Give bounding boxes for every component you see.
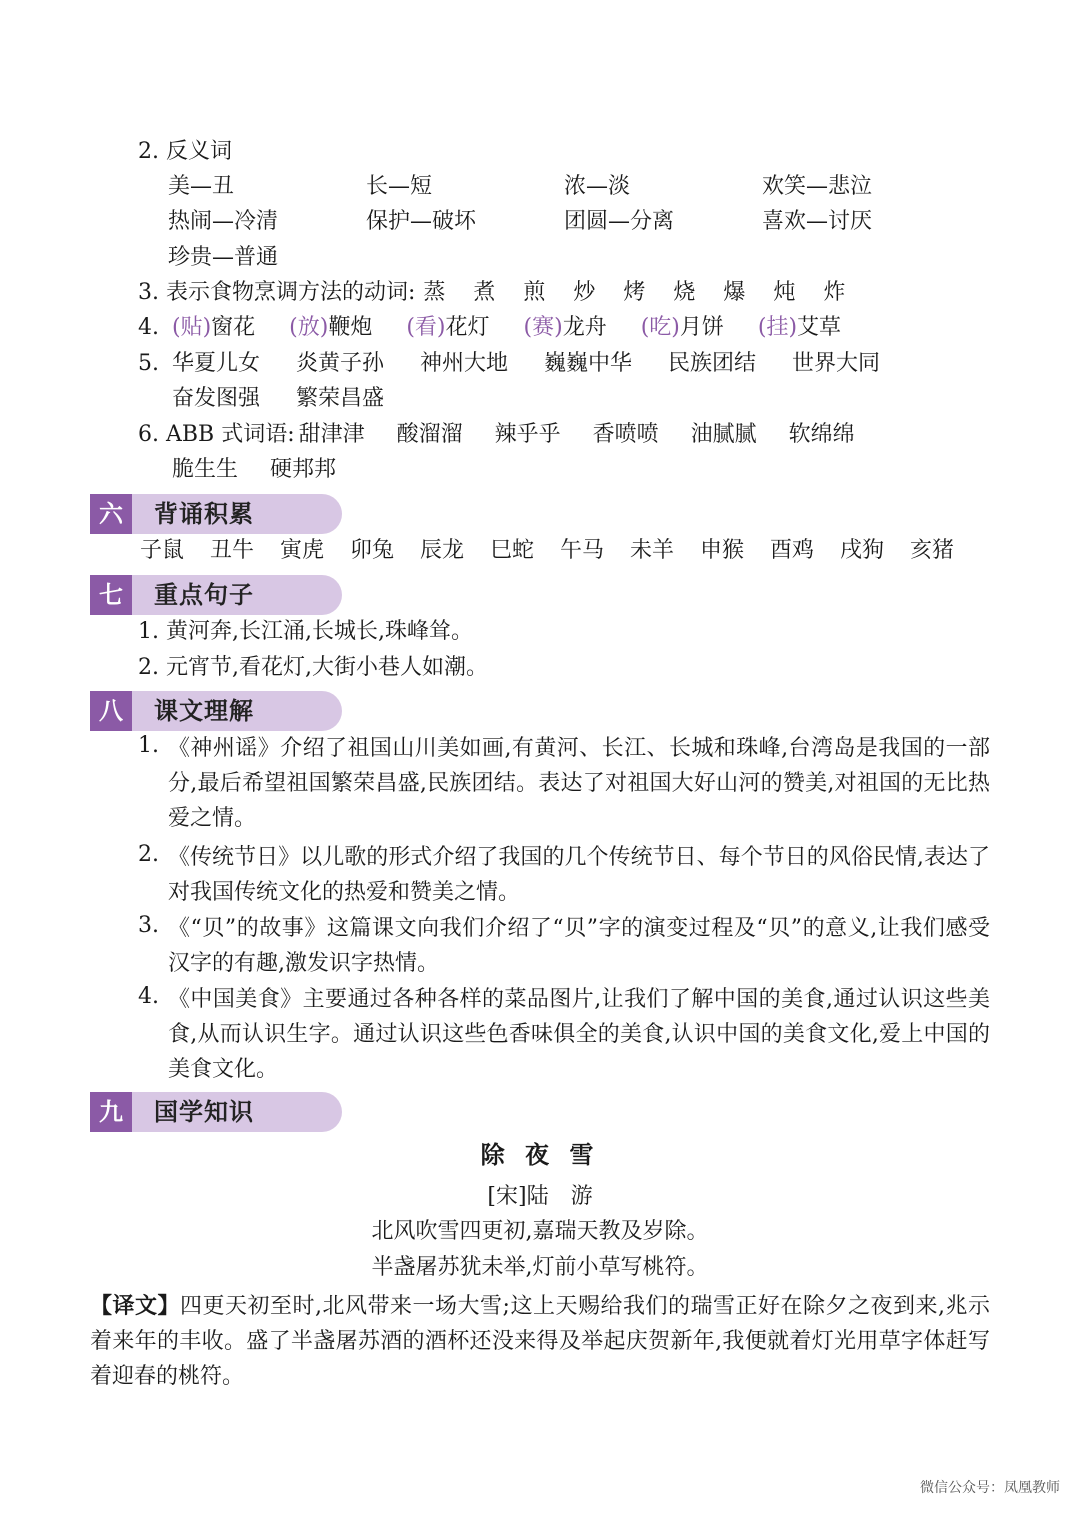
abb-word: 香喷喷 bbox=[592, 422, 659, 447]
section-7-header bbox=[90, 575, 342, 615]
understanding-4-text: 《中国美食》主要通过各种各样的菜品图片,让我们了解中国的美食,通过认识这些美食,从而认识生字。通过认识这些色香味俱全的美食,认识中国的美食文化,爱上中国的美食文化。 bbox=[168, 987, 990, 1082]
section-7-title: 重点句子 bbox=[154, 581, 254, 609]
cooking-verb: 炒 bbox=[573, 280, 596, 305]
section-6-number: 六 bbox=[90, 494, 132, 534]
understanding-3-number: 3. bbox=[138, 913, 159, 938]
translation-label: 【译文】 bbox=[90, 1294, 181, 1319]
understanding-1-text: 《神州谣》介绍了祖国山川美如画,有黄河、长江、长城和珠峰,台湾岛是我国的一部分,最后希望祖国繁荣昌盛,民族团结。表达了对祖国大好山河的赞美,对祖国的无比热爱之情。 bbox=[168, 736, 990, 831]
filled-verb: (看) bbox=[406, 315, 446, 340]
antonym-pair: 团圆—分离 bbox=[564, 209, 675, 234]
zodiac-item: 申猴 bbox=[700, 538, 745, 563]
zodiac-item: 戌狗 bbox=[840, 538, 885, 563]
understanding-4-number: 4. bbox=[138, 984, 159, 1009]
cooking-verb: 烤 bbox=[623, 280, 646, 305]
section-8-header bbox=[90, 691, 342, 731]
key-sentence-2: 2. 元宵节,看花灯,大街小巷人如潮。 bbox=[138, 655, 488, 680]
poem-title: 除 夜 雪 bbox=[480, 1140, 600, 1169]
idiom: 华夏儿女 bbox=[172, 351, 261, 376]
item-2-title: 2. 反义词 bbox=[138, 139, 232, 164]
idiom: 神州大地 bbox=[420, 351, 509, 376]
section-6-header bbox=[90, 494, 342, 534]
festival-noun: 鞭炮 bbox=[328, 315, 373, 340]
translation-text: 四更天初至时,北风带来一场大雪;这上天赐给我们的瑞雪正好在除夕之夜到来,兆示着来年的丰收。盛了半盏屠苏酒的酒杯还没来得及举起庆贺新年,我便就着灯光用草字体赶写着迎春的桃符。 bbox=[90, 1294, 990, 1389]
item-6-label: 6. ABB 式词语: bbox=[138, 422, 295, 447]
filled-verb: (吃) bbox=[640, 315, 680, 340]
idiom: 民族团结 bbox=[668, 351, 757, 376]
abb-word: 油腻腻 bbox=[690, 422, 757, 447]
filled-verb: (赛) bbox=[523, 315, 563, 340]
item-6-line-1 bbox=[138, 420, 855, 450]
festival-noun: 龙舟 bbox=[562, 315, 607, 340]
item-4 bbox=[138, 313, 841, 343]
festival-noun: 月饼 bbox=[679, 315, 724, 340]
zodiac-item: 未羊 bbox=[630, 538, 675, 563]
zodiac-item: 丑牛 bbox=[210, 538, 255, 563]
item-5-number: 5. bbox=[138, 351, 159, 376]
cooking-verb: 煎 bbox=[523, 280, 546, 305]
key-sentence-1: 1. 黄河奔,长江涌,长城长,珠峰耸。 bbox=[138, 619, 473, 644]
cooking-verb: 煮 bbox=[473, 280, 496, 305]
section-6-title: 背诵积累 bbox=[154, 500, 254, 528]
antonym-row-1 bbox=[168, 172, 872, 202]
antonym-pair: 浓—淡 bbox=[564, 174, 631, 199]
poem-author: [宋]陆 游 bbox=[487, 1184, 593, 1209]
section-9-header bbox=[90, 1092, 342, 1132]
cooking-verb: 爆 bbox=[723, 280, 746, 305]
understanding-1-number: 1. bbox=[138, 733, 159, 758]
footer-watermark: 微信公众号：凤凰教师 bbox=[920, 1480, 1060, 1496]
item-6-line-2 bbox=[172, 455, 336, 485]
antonym-row-2 bbox=[168, 207, 872, 237]
item-5-line-2 bbox=[172, 384, 384, 414]
cooking-verb: 蒸 bbox=[423, 280, 446, 305]
item-5-line-1 bbox=[138, 349, 880, 379]
antonym-pair: 喜欢—讨厌 bbox=[762, 209, 873, 234]
section-8-number: 八 bbox=[90, 691, 132, 731]
filled-verb: (挂) bbox=[757, 315, 798, 340]
idiom: 巍巍中华 bbox=[544, 351, 633, 376]
antonym-pair: 美—丑 bbox=[168, 174, 235, 199]
antonym-pair: 长—短 bbox=[366, 174, 433, 199]
abb-word: 酸溜溜 bbox=[396, 422, 463, 447]
abb-word: 硬邦邦 bbox=[270, 457, 337, 482]
cooking-verb: 炖 bbox=[773, 280, 796, 305]
zodiac-list bbox=[140, 536, 954, 566]
abb-word: 甜津津 bbox=[298, 422, 365, 447]
item-4-number: 4. bbox=[138, 315, 159, 340]
zodiac-item: 寅虎 bbox=[280, 538, 325, 563]
antonym-pair: 珍贵—普通 bbox=[168, 245, 279, 270]
zodiac-item: 酉鸡 bbox=[770, 538, 815, 563]
antonym-pair: 保护—破坏 bbox=[366, 209, 477, 234]
understanding-3-text: 《“贝”的故事》这篇课文向我们介绍了“贝”字的演变过程及“贝”的意义,让我们感受汉字的有趣,激发识字热情。 bbox=[168, 916, 990, 976]
translation-paragraph bbox=[90, 1289, 990, 1394]
antonym-row-3 bbox=[168, 243, 278, 273]
section-8-title: 课文理解 bbox=[154, 697, 254, 725]
festival-noun: 花灯 bbox=[445, 315, 490, 340]
antonym-pair: 热闹—冷清 bbox=[168, 209, 279, 234]
zodiac-item: 子鼠 bbox=[140, 538, 185, 563]
understanding-2-text: 《传统节日》以儿歌的形式介绍了我国的几个传统节日、每个节日的风俗民情,表达了对我国传统文化的热爱和赞美之情。 bbox=[168, 845, 990, 905]
abb-word: 脆生生 bbox=[172, 457, 239, 482]
zodiac-item: 亥猪 bbox=[910, 538, 955, 563]
festival-noun: 艾草 bbox=[797, 315, 842, 340]
filled-verb: (放) bbox=[289, 315, 329, 340]
abb-word: 辣乎乎 bbox=[494, 422, 561, 447]
cooking-verb: 烧 bbox=[673, 280, 696, 305]
cooking-verb: 炸 bbox=[823, 280, 846, 305]
item-3-label: 3. 表示食物烹调方法的动词: bbox=[138, 280, 416, 305]
zodiac-item: 辰龙 bbox=[420, 538, 465, 563]
poem-line-2: 半盏屠苏犹未举,灯前小草写桃符。 bbox=[371, 1255, 709, 1280]
festival-noun: 窗花 bbox=[211, 315, 256, 340]
section-9-number: 九 bbox=[90, 1092, 132, 1132]
idiom: 奋发图强 bbox=[172, 386, 261, 411]
section-9-title: 国学知识 bbox=[154, 1098, 254, 1126]
idiom: 炎黄子孙 bbox=[296, 351, 385, 376]
item-3 bbox=[138, 278, 845, 308]
filled-verb: (贴) bbox=[172, 315, 212, 340]
poem-line-1: 北风吹雪四更初,嘉瑞天教及岁除。 bbox=[371, 1219, 709, 1244]
antonym-pair: 欢笑—悲泣 bbox=[762, 174, 873, 199]
abb-word: 软绵绵 bbox=[788, 422, 855, 447]
zodiac-item: 巳蛇 bbox=[490, 538, 535, 563]
section-7-number: 七 bbox=[90, 575, 132, 615]
idiom: 世界大同 bbox=[792, 351, 881, 376]
zodiac-item: 午马 bbox=[560, 538, 605, 563]
idiom: 繁荣昌盛 bbox=[296, 386, 385, 411]
understanding-2-number: 2. bbox=[138, 842, 159, 867]
zodiac-item: 卯兔 bbox=[350, 538, 395, 563]
